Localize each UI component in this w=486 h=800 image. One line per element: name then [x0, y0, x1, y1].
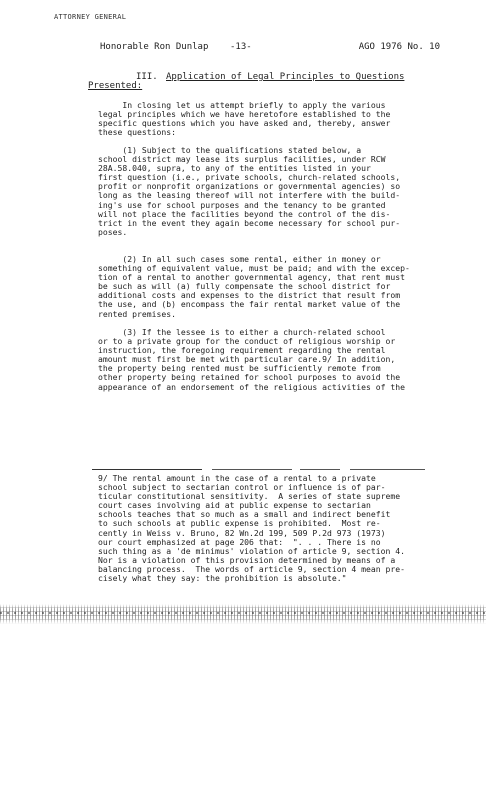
footnote-separator [92, 469, 202, 470]
section-title: Application of Legal Principles to Questions [166, 72, 405, 82]
header-opinion-number: AGO 1976 No. 10 [358, 42, 440, 52]
footnote-separator-segment [350, 469, 425, 470]
scan-artifact-band [0, 604, 486, 624]
section-title-continued: Presented: [88, 81, 143, 91]
intro-paragraph: In closing let us attempt briefly to apply the various legal principles which we have heretofore established to the specific questions which you have asked and, thereby, answer these questions: [98, 100, 391, 138]
footnote-separator-segment [300, 469, 340, 470]
footnote-separator-segment [212, 469, 292, 470]
answer-paragraph-3: (3) If the lessee is to either a church-related school or to a private group for the conduct of religious worship or instruction, the foregoing requirement regarding the rental amount must first be met with particular care.9/ In addition, the property being rented must be sufficiently remote from other property being retained for school purposes to avoid the appearance of an endorsement of the religious activities of the [98, 327, 405, 392]
footnote-9: 9/ The rental amount in the case of a rental to a private school subject to sectarian control or influence is of par- ticular constitutional sensitivity. A series of state supreme court cases involving aid at public expense to sectarian schools teaches that so much as a small and indirect benefit to such schools at public expense is prohibited. Most re- cently in Weiss v. Bruno, 82 Wn.2d 199, 509 P.2d 973 (1973) our court emphasized at page 206 that: ". . . There is no such thing as a 'de minimus' violation of article 9, section 4. Nor is a violation of this provision determined by means of a balancing process. The words of article 9, section 4 mean pre- cisely what they say: the prohibition is absolute." [98, 473, 405, 584]
header-addressee: Honorable Ron Dunlap [100, 42, 209, 52]
header-page-number: -13- [230, 42, 252, 52]
section-number: III. [136, 72, 158, 82]
letterhead-office: ATTORNEY GENERAL [54, 13, 127, 21]
scan-artifact-specks [0, 612, 486, 614]
answer-paragraph-2: (2) In all such cases some rental, either in money or something of equivalent value, must be paid; and with the excep- tion of a rental to another governmental agency, that rent must be such as will (a) fully compensate the school district for additional costs and expenses to the district that result from the use, and (b) encompass the fair rental market value of the rented premises. [98, 254, 410, 319]
answer-paragraph-1: (1) Subject to the qualifications stated below, a school district may lease its surplus facilities, under RCW 28A.58.040, supra, to any of the entities listed in your first question (i.e., private schools, church-related schools, profit or nonprofit organizations or governmental agencies) so long as the leasing thereof will not interfere with the build- ing's use for school purposes and the tenancy to be granted will not place the facilities beyond the control of the dis- trict in the event they again become necessary for school pur- poses. [98, 145, 401, 237]
